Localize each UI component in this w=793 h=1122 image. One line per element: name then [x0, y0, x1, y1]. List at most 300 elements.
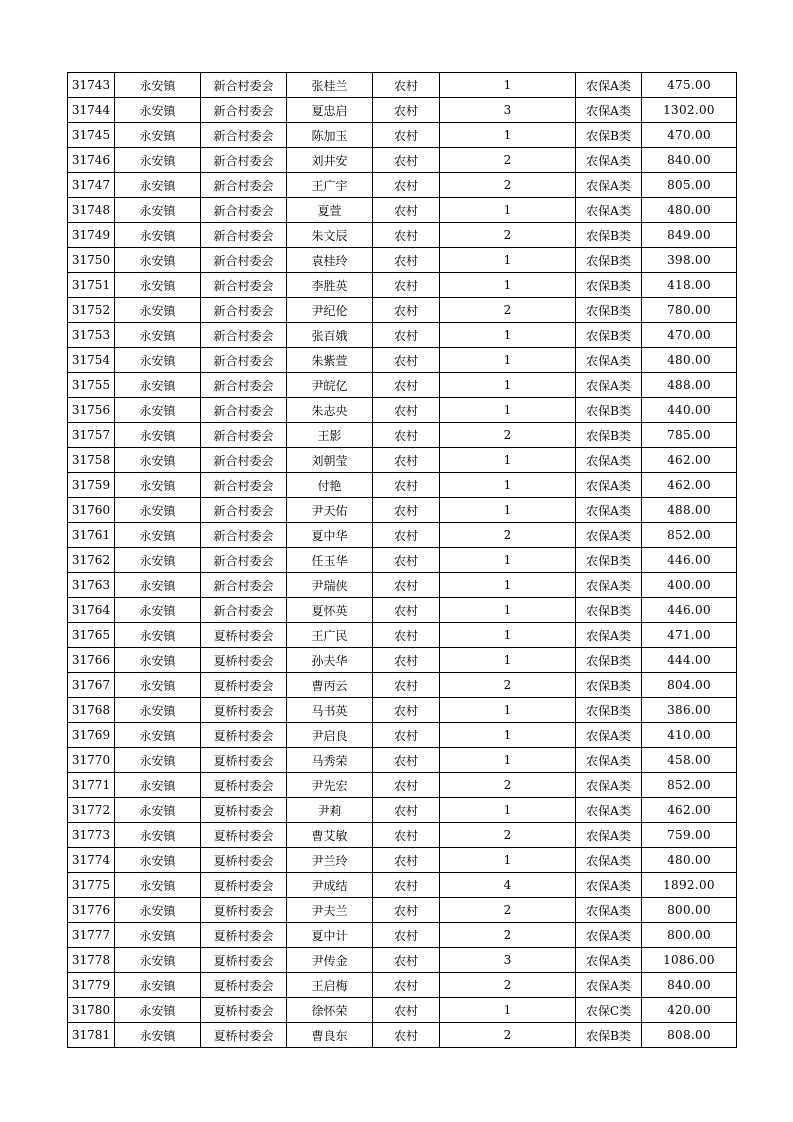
insurance-class-cell: 农保A类 — [576, 948, 642, 973]
insurance-class-cell: 农保B类 — [576, 323, 642, 348]
village-committee-cell: 夏桥村委会 — [201, 723, 287, 748]
amount-cell: 800.00 — [642, 898, 737, 923]
table-row — [68, 923, 737, 948]
table-row — [68, 498, 737, 523]
name-cell: 王广宇 — [287, 173, 373, 198]
amount-cell: 446.00 — [642, 598, 737, 623]
amount-cell: 418.00 — [642, 273, 737, 298]
household-type-cell: 农村 — [373, 798, 440, 823]
village-committee-cell: 新合村委会 — [201, 298, 287, 323]
table-row — [68, 773, 737, 798]
record-id-cell: 31744 — [68, 98, 115, 123]
town-cell: 永安镇 — [115, 248, 201, 273]
insurance-class-cell: 农保A类 — [576, 348, 642, 373]
table-row — [68, 723, 737, 748]
village-committee-cell: 新合村委会 — [201, 98, 287, 123]
town-cell: 永安镇 — [115, 1023, 201, 1048]
village-committee-cell: 夏桥村委会 — [201, 948, 287, 973]
name-cell: 曹良东 — [287, 1023, 373, 1048]
amount-cell: 785.00 — [642, 423, 737, 448]
household-type-cell: 农村 — [373, 198, 440, 223]
record-id-cell: 31754 — [68, 348, 115, 373]
village-committee-cell: 新合村委会 — [201, 198, 287, 223]
person-count-cell: 3 — [440, 98, 576, 123]
name-cell: 夏忠启 — [287, 98, 373, 123]
town-cell: 永安镇 — [115, 598, 201, 623]
name-cell: 尹莉 — [287, 798, 373, 823]
record-id-cell: 31762 — [68, 548, 115, 573]
table-row — [68, 473, 737, 498]
welfare-roster-table — [67, 72, 737, 1048]
household-type-cell: 农村 — [373, 548, 440, 573]
amount-cell: 849.00 — [642, 223, 737, 248]
insurance-class-cell: 农保B类 — [576, 398, 642, 423]
record-id-cell: 31745 — [68, 123, 115, 148]
name-cell: 徐怀荣 — [287, 998, 373, 1023]
village-committee-cell: 夏桥村委会 — [201, 923, 287, 948]
table-row — [68, 73, 737, 98]
household-type-cell: 农村 — [373, 973, 440, 998]
insurance-class-cell: 农保A类 — [576, 848, 642, 873]
name-cell: 夏中华 — [287, 523, 373, 548]
household-type-cell: 农村 — [373, 448, 440, 473]
insurance-class-cell: 农保B类 — [576, 248, 642, 273]
record-id-cell: 31766 — [68, 648, 115, 673]
name-cell: 尹成结 — [287, 873, 373, 898]
town-cell: 永安镇 — [115, 698, 201, 723]
town-cell: 永安镇 — [115, 648, 201, 673]
table-row — [68, 798, 737, 823]
amount-cell: 1892.00 — [642, 873, 737, 898]
name-cell: 马秀荣 — [287, 748, 373, 773]
table-row — [68, 623, 737, 648]
person-count-cell: 1 — [440, 73, 576, 98]
person-count-cell: 1 — [440, 398, 576, 423]
table-row — [68, 898, 737, 923]
village-committee-cell: 夏桥村委会 — [201, 1023, 287, 1048]
household-type-cell: 农村 — [373, 523, 440, 548]
town-cell: 永安镇 — [115, 748, 201, 773]
table-row — [68, 648, 737, 673]
village-committee-cell: 夏桥村委会 — [201, 798, 287, 823]
record-id-cell: 31760 — [68, 498, 115, 523]
record-id-cell: 31764 — [68, 598, 115, 623]
village-committee-cell: 新合村委会 — [201, 173, 287, 198]
person-count-cell: 2 — [440, 823, 576, 848]
amount-cell: 471.00 — [642, 623, 737, 648]
record-id-cell: 31774 — [68, 848, 115, 873]
table-row — [68, 373, 737, 398]
insurance-class-cell: 农保A类 — [576, 773, 642, 798]
table-row — [68, 1023, 737, 1048]
household-type-cell: 农村 — [373, 723, 440, 748]
amount-cell: 462.00 — [642, 473, 737, 498]
household-type-cell: 农村 — [373, 473, 440, 498]
insurance-class-cell: 农保A类 — [576, 798, 642, 823]
amount-cell: 780.00 — [642, 298, 737, 323]
village-committee-cell: 新合村委会 — [201, 448, 287, 473]
insurance-class-cell: 农保B类 — [576, 1023, 642, 1048]
household-type-cell: 农村 — [373, 398, 440, 423]
town-cell: 永安镇 — [115, 223, 201, 248]
name-cell: 尹启良 — [287, 723, 373, 748]
insurance-class-cell: 农保A类 — [576, 73, 642, 98]
town-cell: 永安镇 — [115, 723, 201, 748]
record-id-cell: 31781 — [68, 1023, 115, 1048]
village-committee-cell: 夏桥村委会 — [201, 848, 287, 873]
town-cell: 永安镇 — [115, 898, 201, 923]
name-cell: 王启梅 — [287, 973, 373, 998]
table-row — [68, 423, 737, 448]
amount-cell: 440.00 — [642, 398, 737, 423]
amount-cell: 420.00 — [642, 998, 737, 1023]
village-committee-cell: 新合村委会 — [201, 498, 287, 523]
table-row — [68, 573, 737, 598]
household-type-cell: 农村 — [373, 298, 440, 323]
name-cell: 尹先宏 — [287, 773, 373, 798]
household-type-cell: 农村 — [373, 498, 440, 523]
person-count-cell: 1 — [440, 623, 576, 648]
town-cell: 永安镇 — [115, 848, 201, 873]
village-committee-cell: 新合村委会 — [201, 423, 287, 448]
table-row — [68, 398, 737, 423]
record-id-cell: 31753 — [68, 323, 115, 348]
person-count-cell: 2 — [440, 298, 576, 323]
record-id-cell: 31746 — [68, 148, 115, 173]
table-row — [68, 673, 737, 698]
town-cell: 永安镇 — [115, 98, 201, 123]
person-count-cell: 2 — [440, 973, 576, 998]
town-cell: 永安镇 — [115, 73, 201, 98]
village-committee-cell: 新合村委会 — [201, 548, 287, 573]
record-id-cell: 31773 — [68, 823, 115, 848]
amount-cell: 1302.00 — [642, 98, 737, 123]
name-cell: 任玉华 — [287, 548, 373, 573]
name-cell: 尹纪伦 — [287, 298, 373, 323]
town-cell: 永安镇 — [115, 323, 201, 348]
village-committee-cell: 夏桥村委会 — [201, 748, 287, 773]
insurance-class-cell: 农保A类 — [576, 373, 642, 398]
record-id-cell: 31757 — [68, 423, 115, 448]
table-row — [68, 523, 737, 548]
record-id-cell: 31770 — [68, 748, 115, 773]
village-committee-cell: 新合村委会 — [201, 323, 287, 348]
table-row — [68, 248, 737, 273]
record-id-cell: 31778 — [68, 948, 115, 973]
person-count-cell: 1 — [440, 848, 576, 873]
insurance-class-cell: 农保B类 — [576, 123, 642, 148]
town-cell: 永安镇 — [115, 373, 201, 398]
record-id-cell: 31752 — [68, 298, 115, 323]
insurance-class-cell: 农保A类 — [576, 898, 642, 923]
household-type-cell: 农村 — [373, 223, 440, 248]
person-count-cell: 1 — [440, 548, 576, 573]
record-id-cell: 31755 — [68, 373, 115, 398]
name-cell: 朱文辰 — [287, 223, 373, 248]
town-cell: 永安镇 — [115, 773, 201, 798]
amount-cell: 446.00 — [642, 548, 737, 573]
person-count-cell: 1 — [440, 723, 576, 748]
amount-cell: 488.00 — [642, 373, 737, 398]
household-type-cell: 农村 — [373, 73, 440, 98]
town-cell: 永安镇 — [115, 673, 201, 698]
person-count-cell: 1 — [440, 123, 576, 148]
household-type-cell: 农村 — [373, 773, 440, 798]
household-type-cell: 农村 — [373, 148, 440, 173]
table-row — [68, 198, 737, 223]
name-cell: 夏怀英 — [287, 598, 373, 623]
record-id-cell: 31779 — [68, 973, 115, 998]
name-cell: 王广民 — [287, 623, 373, 648]
village-committee-cell: 新合村委会 — [201, 248, 287, 273]
record-id-cell: 31751 — [68, 273, 115, 298]
person-count-cell: 4 — [440, 873, 576, 898]
record-id-cell: 31763 — [68, 573, 115, 598]
village-committee-cell: 新合村委会 — [201, 223, 287, 248]
town-cell: 永安镇 — [115, 823, 201, 848]
name-cell: 尹瑞侠 — [287, 573, 373, 598]
table-row — [68, 148, 737, 173]
household-type-cell: 农村 — [373, 748, 440, 773]
household-type-cell: 农村 — [373, 1023, 440, 1048]
person-count-cell: 2 — [440, 523, 576, 548]
table-row — [68, 323, 737, 348]
village-committee-cell: 夏桥村委会 — [201, 823, 287, 848]
village-committee-cell: 新合村委会 — [201, 273, 287, 298]
household-type-cell: 农村 — [373, 673, 440, 698]
village-committee-cell: 夏桥村委会 — [201, 773, 287, 798]
amount-cell: 840.00 — [642, 148, 737, 173]
insurance-class-cell: 农保A类 — [576, 448, 642, 473]
record-id-cell: 31775 — [68, 873, 115, 898]
household-type-cell: 农村 — [373, 873, 440, 898]
village-committee-cell: 夏桥村委会 — [201, 673, 287, 698]
record-id-cell: 31769 — [68, 723, 115, 748]
household-type-cell: 农村 — [373, 823, 440, 848]
table-row — [68, 298, 737, 323]
person-count-cell: 2 — [440, 773, 576, 798]
person-count-cell: 1 — [440, 373, 576, 398]
town-cell: 永安镇 — [115, 448, 201, 473]
table-row — [68, 223, 737, 248]
household-type-cell: 农村 — [373, 623, 440, 648]
insurance-class-cell: 农保B类 — [576, 548, 642, 573]
town-cell: 永安镇 — [115, 398, 201, 423]
amount-cell: 444.00 — [642, 648, 737, 673]
name-cell: 刘朝莹 — [287, 448, 373, 473]
table-row — [68, 998, 737, 1023]
person-count-cell: 1 — [440, 448, 576, 473]
person-count-cell: 2 — [440, 923, 576, 948]
record-id-cell: 31748 — [68, 198, 115, 223]
amount-cell: 808.00 — [642, 1023, 737, 1048]
person-count-cell: 1 — [440, 698, 576, 723]
name-cell: 尹兰玲 — [287, 848, 373, 873]
person-count-cell: 2 — [440, 673, 576, 698]
insurance-class-cell: 农保A类 — [576, 473, 642, 498]
table-row — [68, 98, 737, 123]
amount-cell: 488.00 — [642, 498, 737, 523]
amount-cell: 398.00 — [642, 248, 737, 273]
amount-cell: 470.00 — [642, 323, 737, 348]
household-type-cell: 农村 — [373, 248, 440, 273]
person-count-cell: 2 — [440, 1023, 576, 1048]
name-cell: 王影 — [287, 423, 373, 448]
person-count-cell: 2 — [440, 173, 576, 198]
name-cell: 马书英 — [287, 698, 373, 723]
amount-cell: 480.00 — [642, 348, 737, 373]
record-id-cell: 31758 — [68, 448, 115, 473]
name-cell: 李胜英 — [287, 273, 373, 298]
record-id-cell: 31776 — [68, 898, 115, 923]
town-cell: 永安镇 — [115, 348, 201, 373]
person-count-cell: 1 — [440, 198, 576, 223]
town-cell: 永安镇 — [115, 123, 201, 148]
person-count-cell: 1 — [440, 248, 576, 273]
amount-cell: 386.00 — [642, 698, 737, 723]
insurance-class-cell: 农保A类 — [576, 98, 642, 123]
table-body — [68, 73, 737, 1048]
record-id-cell: 31777 — [68, 923, 115, 948]
town-cell: 永安镇 — [115, 423, 201, 448]
insurance-class-cell: 农保A类 — [576, 173, 642, 198]
village-committee-cell: 新合村委会 — [201, 348, 287, 373]
household-type-cell: 农村 — [373, 848, 440, 873]
person-count-cell: 1 — [440, 798, 576, 823]
table-row — [68, 348, 737, 373]
amount-cell: 410.00 — [642, 723, 737, 748]
amount-cell: 462.00 — [642, 798, 737, 823]
person-count-cell: 3 — [440, 948, 576, 973]
village-committee-cell: 夏桥村委会 — [201, 873, 287, 898]
person-count-cell: 1 — [440, 998, 576, 1023]
name-cell: 朱紫萱 — [287, 348, 373, 373]
name-cell: 张百娥 — [287, 323, 373, 348]
person-count-cell: 1 — [440, 573, 576, 598]
person-count-cell: 2 — [440, 148, 576, 173]
village-committee-cell: 新合村委会 — [201, 398, 287, 423]
insurance-class-cell: 农保A类 — [576, 523, 642, 548]
town-cell: 永安镇 — [115, 948, 201, 973]
person-count-cell: 1 — [440, 748, 576, 773]
name-cell: 曹丙云 — [287, 673, 373, 698]
name-cell: 张桂兰 — [287, 73, 373, 98]
town-cell: 永安镇 — [115, 798, 201, 823]
village-committee-cell: 新合村委会 — [201, 473, 287, 498]
table-row — [68, 273, 737, 298]
amount-cell: 852.00 — [642, 773, 737, 798]
household-type-cell: 农村 — [373, 323, 440, 348]
insurance-class-cell: 农保A类 — [576, 723, 642, 748]
town-cell: 永安镇 — [115, 148, 201, 173]
town-cell: 永安镇 — [115, 923, 201, 948]
insurance-class-cell: 农保A类 — [576, 198, 642, 223]
table-row — [68, 873, 737, 898]
town-cell: 永安镇 — [115, 198, 201, 223]
town-cell: 永安镇 — [115, 473, 201, 498]
village-committee-cell: 夏桥村委会 — [201, 973, 287, 998]
table-row — [68, 448, 737, 473]
person-count-cell: 1 — [440, 348, 576, 373]
record-id-cell: 31759 — [68, 473, 115, 498]
town-cell: 永安镇 — [115, 998, 201, 1023]
village-committee-cell: 夏桥村委会 — [201, 898, 287, 923]
amount-cell: 800.00 — [642, 923, 737, 948]
insurance-class-cell: 农保A类 — [576, 748, 642, 773]
table-row — [68, 548, 737, 573]
amount-cell: 759.00 — [642, 823, 737, 848]
record-id-cell: 31750 — [68, 248, 115, 273]
town-cell: 永安镇 — [115, 573, 201, 598]
household-type-cell: 农村 — [373, 948, 440, 973]
village-committee-cell: 新合村委会 — [201, 123, 287, 148]
name-cell: 付艳 — [287, 473, 373, 498]
table-row — [68, 973, 737, 998]
person-count-cell: 1 — [440, 498, 576, 523]
village-committee-cell: 新合村委会 — [201, 73, 287, 98]
name-cell: 夏萱 — [287, 198, 373, 223]
record-id-cell: 31767 — [68, 673, 115, 698]
name-cell: 尹传金 — [287, 948, 373, 973]
person-count-cell: 2 — [440, 223, 576, 248]
table-row — [68, 948, 737, 973]
town-cell: 永安镇 — [115, 523, 201, 548]
person-count-cell: 1 — [440, 273, 576, 298]
town-cell: 永安镇 — [115, 298, 201, 323]
town-cell: 永安镇 — [115, 548, 201, 573]
insurance-class-cell: 农保B类 — [576, 423, 642, 448]
insurance-class-cell: 农保B类 — [576, 648, 642, 673]
insurance-class-cell: 农保B类 — [576, 673, 642, 698]
amount-cell: 458.00 — [642, 748, 737, 773]
household-type-cell: 农村 — [373, 98, 440, 123]
record-id-cell: 31756 — [68, 398, 115, 423]
household-type-cell: 农村 — [373, 173, 440, 198]
person-count-cell: 1 — [440, 598, 576, 623]
household-type-cell: 农村 — [373, 598, 440, 623]
insurance-class-cell: 农保A类 — [576, 873, 642, 898]
record-id-cell: 31771 — [68, 773, 115, 798]
household-type-cell: 农村 — [373, 923, 440, 948]
town-cell: 永安镇 — [115, 498, 201, 523]
record-id-cell: 31749 — [68, 223, 115, 248]
village-committee-cell: 夏桥村委会 — [201, 623, 287, 648]
household-type-cell: 农村 — [373, 373, 440, 398]
insurance-class-cell: 农保A类 — [576, 573, 642, 598]
insurance-class-cell: 农保A类 — [576, 973, 642, 998]
household-type-cell: 农村 — [373, 898, 440, 923]
town-cell: 永安镇 — [115, 623, 201, 648]
person-count-cell: 1 — [440, 323, 576, 348]
name-cell: 尹皖亿 — [287, 373, 373, 398]
table-row — [68, 848, 737, 873]
table-row — [68, 698, 737, 723]
household-type-cell: 农村 — [373, 998, 440, 1023]
amount-cell: 805.00 — [642, 173, 737, 198]
insurance-class-cell: 农保A类 — [576, 923, 642, 948]
name-cell: 尹夫兰 — [287, 898, 373, 923]
insurance-class-cell: 农保A类 — [576, 623, 642, 648]
name-cell: 尹天佑 — [287, 498, 373, 523]
person-count-cell: 2 — [440, 898, 576, 923]
village-committee-cell: 新合村委会 — [201, 598, 287, 623]
record-id-cell: 31743 — [68, 73, 115, 98]
insurance-class-cell: 农保B类 — [576, 223, 642, 248]
amount-cell: 852.00 — [642, 523, 737, 548]
amount-cell: 470.00 — [642, 123, 737, 148]
name-cell: 朱志央 — [287, 398, 373, 423]
record-id-cell: 31780 — [68, 998, 115, 1023]
